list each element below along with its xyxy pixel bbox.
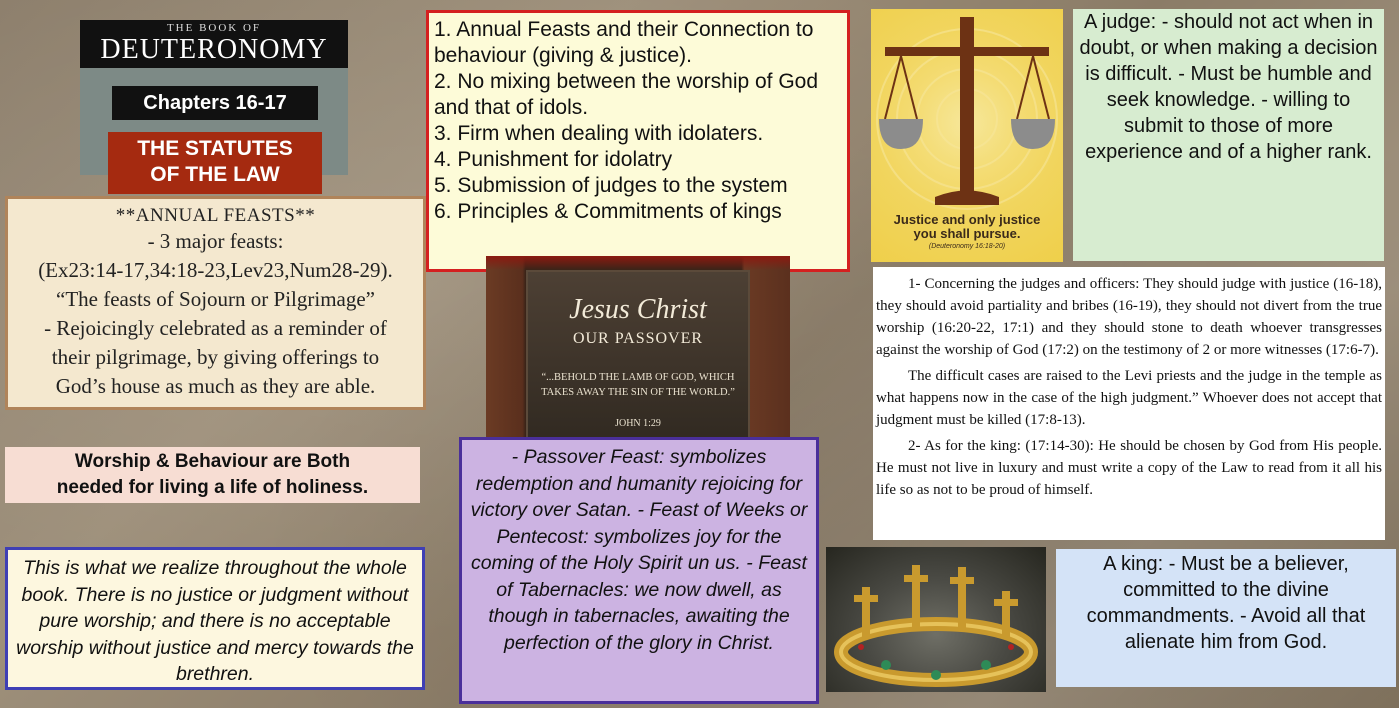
book-of-label: THE BOOK OF — [166, 22, 262, 34]
annual-feasts-box — [5, 196, 426, 410]
king-box — [1056, 549, 1396, 687]
judge-box — [1073, 9, 1384, 261]
commentary-paragraph: 1- Concerning the judges and officers: They should judge with justice (16-18), they should avoid partiality and bribes (16-19), they should not divert from the true worship (16:20-22, 17:1) and they should stone to death whoever transgresses against the worship of God (17:2) on the testimony of 2 or more witnesses (17:6-7). — [876, 276, 1382, 358]
jesus-subtitle: OUR PASSOVER — [572, 330, 704, 347]
commentary-paragraph: The difficult cases are raised to the Levi priests and the judge in the temple as what happens now in the case of the high judgment.” Whoever does not accept that judgment must be killed (17:8-13). — [876, 368, 1382, 428]
crown-image — [826, 547, 1046, 692]
door-panel — [526, 270, 750, 439]
outline-item: 1. Annual Feasts and their Connection to behaviour (giving & justice). — [434, 18, 814, 67]
passover-text: - Passover Feast: symbolizes redemption and humanity rejoicing for victory over Satan. - Feast of Weeks or Pentecost: symbolizes joy for the coming of the Holy Spirit un us. - Feast of Tabernacles: we now dwell, as though in tabernacles, awaiting the perfection of the glory in Christ. — [470, 446, 808, 654]
jesus-title: Jesus Christ — [569, 294, 707, 325]
outline-item: 4. Punishment for idolatry — [434, 148, 673, 171]
outline-item: 2. No mixing between the worship of God and that of idols. — [434, 70, 819, 119]
realize-text: This is what we realize throughout the whole book. There is no justice or judgment without pure worship; and there is no acceptable worship without justice and mercy towards the brethren. — [16, 557, 414, 685]
jesus-reference: JOHN 1:29 — [615, 418, 661, 429]
annual-feasts-line: God’s house as much as they are able. — [55, 374, 376, 398]
book-title: DEUTERONOMY — [100, 34, 328, 65]
chapters-label: Chapters 16-17 — [112, 86, 318, 120]
annual-feasts-line: (Ex23:14-17,34:18-23,Lev23,Num28-29). — [38, 258, 393, 282]
annual-feasts-line: - Rejoicingly celebrated as a reminder of — [44, 316, 387, 340]
crown-icon — [826, 547, 1046, 692]
passover-box — [459, 437, 819, 704]
outline-item: 6. Principles & Commitments of kings — [434, 200, 782, 223]
annual-feasts-line: their pilgrimage, by giving offerings to — [51, 345, 380, 369]
justice-image — [871, 9, 1063, 262]
outline-item: 3. Firm when dealing with idolaters. — [434, 122, 764, 145]
outline-list-box — [426, 10, 850, 272]
annual-feasts-heading: **ANNUAL FEASTS** — [115, 205, 316, 226]
worship-line-2: needed for living a life of holiness. — [56, 477, 369, 498]
justice-caption-line-2: you shall pursue. — [913, 226, 1021, 241]
worship-behaviour-box — [5, 447, 420, 503]
commentary-document — [873, 267, 1385, 540]
statutes-label — [108, 132, 322, 194]
justice-caption — [871, 213, 1063, 241]
king-text: A king: - Must be a believer, committed to the divine commandments. - Avoid all that alienate him from God. — [1086, 553, 1366, 653]
annual-feasts-line: “The feasts of Sojourn or Pilgrimage” — [56, 287, 375, 311]
worship-line-1: Worship & Behaviour are Both — [74, 451, 351, 472]
title-band — [80, 20, 348, 68]
judge-text: A judge: - should not act when in doubt, or when making a decision is difficult. - Must be humble and seek knowledge. - willing to submit to those of more experience and of a higher rank. — [1079, 11, 1378, 163]
commentary-paragraph: 2- As for the king: (17:14-30): He should be chosen by God from His people. He must not live in luxury and must write a copy of the Law to read from it all his life so as not to be proud of himself. — [876, 438, 1382, 498]
justice-reference: (Deuteronomy 16:18-20) — [928, 243, 1006, 250]
statutes-line-2: OF THE LAW — [150, 163, 280, 186]
realize-box — [5, 547, 425, 690]
outline-item: 5. Submission of judges to the system — [434, 174, 788, 197]
jesus-passover-image — [486, 256, 790, 439]
annual-feasts-line: - 3 major feasts: — [147, 229, 284, 253]
title-image — [80, 20, 348, 186]
jesus-quote: “...BEHOLD THE LAMB OF GOD, WHICH TAKES AWAY THE SIN OF THE WORLD.” — [541, 372, 735, 398]
justice-caption-line-1: Justice and only justice — [893, 212, 1041, 227]
statutes-line-1: THE STATUTES — [137, 137, 293, 160]
image-shading — [486, 256, 790, 270]
